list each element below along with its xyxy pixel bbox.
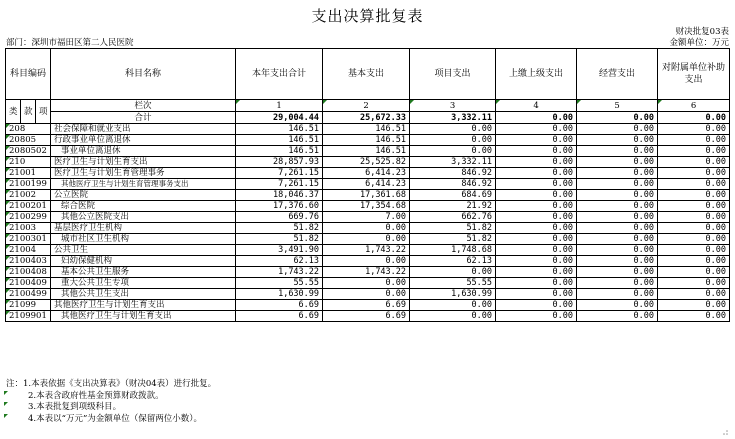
amount-cell: 0.00 — [410, 300, 496, 311]
subject-code: 2100408 — [6, 267, 51, 278]
amount-cell: 0.00 — [496, 190, 577, 201]
subject-code: 21004 — [6, 245, 51, 256]
amount-cell: 0.00 — [577, 311, 658, 322]
amount-cell: 0.00 — [323, 223, 410, 234]
amount-cell: 0.00 — [658, 124, 730, 135]
amount-cell: 0.00 — [658, 256, 730, 267]
amount-cell: 0.00 — [658, 300, 730, 311]
amount-cell: 846.92 — [410, 168, 496, 179]
column-number-row — [6, 100, 730, 112]
header-project: 项目支出 — [410, 49, 496, 100]
amount-cell: 0.00 — [577, 190, 658, 201]
total-label: 合计 — [51, 112, 236, 124]
total-value: 3,332.11 — [410, 112, 496, 124]
amount-cell: 0.00 — [410, 267, 496, 278]
subject-code: 2100499 — [6, 289, 51, 300]
amount-cell: 0.00 — [496, 311, 577, 322]
amount-cell: 6.69 — [236, 300, 323, 311]
amount-cell: 669.76 — [236, 212, 323, 223]
amount-cell: 1,743.22 — [323, 245, 410, 256]
subject-name: 医疗卫生与计划生育支出 — [51, 157, 236, 168]
amount-cell: 0.00 — [577, 168, 658, 179]
subject-name: 其他公立医院支出 — [51, 212, 236, 223]
subject-code: 2100409 — [6, 278, 51, 289]
note-line: 注：1.本表依据《支出决算表》（财决04表）进行批复。 — [6, 379, 217, 389]
amount-cell: 146.51 — [236, 124, 323, 135]
subject-code: 210 — [6, 157, 51, 168]
subject-name: 其他公共卫生支出 — [51, 289, 236, 300]
subject-name: 其他医疗卫生与计划生育支出 — [51, 300, 236, 311]
amount-cell: 7,261.15 — [236, 168, 323, 179]
total-value: 0.00 — [496, 112, 577, 124]
header-xiang: 项 — [36, 100, 51, 124]
amount-cell: 846.92 — [410, 179, 496, 190]
subject-name: 行政事业单位离退休 — [51, 135, 236, 146]
table-row — [6, 278, 730, 289]
table-row — [6, 311, 730, 322]
department-label: 部门：深圳市福田区第二人民医院 — [6, 38, 134, 48]
amount-cell: 684.69 — [410, 190, 496, 201]
subject-code: 2109901 — [6, 311, 51, 322]
page-title: 支出决算批复表 — [311, 7, 424, 25]
amount-cell: 0.00 — [658, 157, 730, 168]
subject-name: 重大公共卫生专项 — [51, 278, 236, 289]
amount-cell: 146.51 — [236, 135, 323, 146]
note-line: 2.本表含政府性基金预算财政拨款。 — [6, 391, 216, 403]
amount-cell: 51.82 — [236, 234, 323, 245]
amount-cell: 0.00 — [658, 168, 730, 179]
amount-cell: 0.00 — [496, 146, 577, 157]
subject-name: 基本公共卫生服务 — [51, 267, 236, 278]
column-number: 2 — [323, 100, 410, 112]
amount-cell: 0.00 — [577, 278, 658, 289]
table-row — [6, 289, 730, 300]
form-code: 财决批复03表 — [675, 27, 729, 37]
table-row — [6, 223, 730, 234]
amount-cell: 0.00 — [496, 300, 577, 311]
table-row — [6, 168, 730, 179]
amount-cell: 3,491.90 — [236, 245, 323, 256]
header-upper: 上缴上级支出 — [496, 49, 577, 100]
subject-code: 2100199 — [6, 179, 51, 190]
amount-cell: 0.00 — [658, 146, 730, 157]
amount-cell: 51.82 — [410, 223, 496, 234]
header-basic: 基本支出 — [323, 49, 410, 100]
subject-code: 21001 — [6, 168, 51, 179]
header-business: 经营支出 — [577, 49, 658, 100]
subject-code: 2100201 — [6, 201, 51, 212]
amount-cell: 0.00 — [658, 234, 730, 245]
subject-name: 公立医院 — [51, 190, 236, 201]
amount-cell: 17,376.60 — [236, 201, 323, 212]
subject-name: 事业单位离退休 — [51, 146, 236, 157]
amount-cell: 0.00 — [577, 212, 658, 223]
amount-cell: 0.00 — [658, 267, 730, 278]
amount-cell: 0.00 — [577, 245, 658, 256]
amount-cell: 0.00 — [577, 289, 658, 300]
subject-name: 妇幼保健机构 — [51, 256, 236, 267]
amount-cell: 7.00 — [323, 212, 410, 223]
amount-cell: 0.00 — [496, 245, 577, 256]
table-row — [6, 179, 730, 190]
column-number: 4 — [496, 100, 577, 112]
amount-cell: 55.55 — [236, 278, 323, 289]
amount-cell: 0.00 — [496, 267, 577, 278]
amount-cell: 0.00 — [577, 223, 658, 234]
subject-code: 208 — [6, 124, 51, 135]
amount-cell: 55.55 — [410, 278, 496, 289]
unit-label: 金额单位：万元 — [669, 38, 729, 48]
table-header-row — [6, 49, 730, 100]
column-number: 3 — [410, 100, 496, 112]
amount-cell: 0.00 — [496, 212, 577, 223]
amount-cell: 28,857.93 — [236, 157, 323, 168]
amount-cell: 0.00 — [658, 179, 730, 190]
amount-cell: 0.00 — [577, 157, 658, 168]
amount-cell: 0.00 — [658, 278, 730, 289]
amount-cell: 62.13 — [410, 256, 496, 267]
amount-cell: 1,630.99 — [410, 289, 496, 300]
amount-cell: 146.51 — [236, 146, 323, 157]
column-number: 6 — [658, 100, 730, 112]
total-value: 29,004.44 — [236, 112, 323, 124]
amount-cell: 51.82 — [410, 234, 496, 245]
header-kuan: 款 — [21, 100, 36, 124]
amount-cell: 0.00 — [496, 223, 577, 234]
amount-cell: 0.00 — [323, 256, 410, 267]
amount-cell: 51.82 — [236, 223, 323, 234]
amount-cell: 0.00 — [410, 146, 496, 157]
subject-code: 21099 — [6, 300, 51, 311]
amount-cell: 0.00 — [658, 201, 730, 212]
column-number: 5 — [577, 100, 658, 112]
amount-cell: 0.00 — [577, 256, 658, 267]
amount-cell: 0.00 — [496, 168, 577, 179]
total-value: 25,672.33 — [323, 112, 410, 124]
subject-name: 医疗卫生与计划生育管理事务 — [51, 168, 236, 179]
amount-cell: 0.00 — [658, 212, 730, 223]
note-line: 3.本表批复到项级科目。 — [6, 402, 216, 414]
amount-cell: 6.69 — [323, 311, 410, 322]
table-row — [6, 300, 730, 311]
amount-cell: 0.00 — [658, 311, 730, 322]
amount-cell: 1,743.22 — [323, 267, 410, 278]
amount-cell: 0.00 — [323, 278, 410, 289]
subject-code: 21002 — [6, 190, 51, 201]
amount-cell: 0.00 — [496, 289, 577, 300]
subject-name: 其他医疗卫生与计划生育支出 — [51, 311, 236, 322]
amount-cell: 0.00 — [496, 179, 577, 190]
subject-code: 20805 — [6, 135, 51, 146]
table-row — [6, 234, 730, 245]
amount-cell: 146.51 — [323, 124, 410, 135]
amount-cell: 17,354.68 — [323, 201, 410, 212]
amount-cell: 3,332.11 — [410, 157, 496, 168]
subject-name: 其他医疗卫生与计划生育管理事务支出 — [51, 179, 236, 190]
subject-name: 城市社区卫生机构 — [51, 234, 236, 245]
amount-cell: 0.00 — [577, 234, 658, 245]
table-row — [6, 212, 730, 223]
amount-cell: 0.00 — [577, 179, 658, 190]
amount-cell: 0.00 — [410, 135, 496, 146]
amount-cell: 1,748.68 — [410, 245, 496, 256]
amount-cell: 146.51 — [323, 146, 410, 157]
subject-code: 2100299 — [6, 212, 51, 223]
amount-cell: 0.00 — [658, 245, 730, 256]
approval-table — [5, 48, 730, 322]
table-row — [6, 267, 730, 278]
amount-cell: 0.00 — [496, 157, 577, 168]
amount-cell: 17,361.68 — [323, 190, 410, 201]
total-value: 0.00 — [658, 112, 730, 124]
table-row — [6, 157, 730, 168]
amount-cell: 6,414.23 — [323, 168, 410, 179]
subject-code: 21003 — [6, 223, 51, 234]
amount-cell: 0.00 — [658, 223, 730, 234]
amount-cell: 62.13 — [236, 256, 323, 267]
amount-cell: 1,630.99 — [236, 289, 323, 300]
subject-name: 综合医院 — [51, 201, 236, 212]
table-row — [6, 190, 730, 201]
total-value: 0.00 — [577, 112, 658, 124]
amount-cell: 0.00 — [577, 135, 658, 146]
header-code: 科目编码 — [6, 49, 51, 100]
amount-cell: 0.00 — [410, 124, 496, 135]
amount-cell: 0.00 — [577, 201, 658, 212]
amount-cell: 146.51 — [323, 135, 410, 146]
subject-name: 基层医疗卫生机构 — [51, 223, 236, 234]
amount-cell: 0.00 — [496, 256, 577, 267]
table-row — [6, 146, 730, 157]
subject-name: 社会保障和就业支出 — [51, 124, 236, 135]
subject-code: 2080502 — [6, 146, 51, 157]
amount-cell: 0.00 — [496, 124, 577, 135]
notes — [6, 379, 216, 425]
amount-cell: 0.00 — [496, 135, 577, 146]
amount-cell: 6.69 — [236, 311, 323, 322]
amount-cell: 6,414.23 — [323, 179, 410, 190]
amount-cell: 0.00 — [658, 135, 730, 146]
amount-cell: 18,046.37 — [236, 190, 323, 201]
amount-cell: 0.00 — [658, 190, 730, 201]
amount-cell: 0.00 — [323, 289, 410, 300]
amount-cell: 0.00 — [577, 300, 658, 311]
table-row — [6, 201, 730, 212]
header-total: 本年支出合计 — [236, 49, 323, 100]
header-name: 科目名称 — [51, 49, 236, 100]
amount-cell: 21.92 — [410, 201, 496, 212]
table-row — [6, 256, 730, 267]
amount-cell: 0.00 — [496, 278, 577, 289]
amount-cell: 0.00 — [410, 311, 496, 322]
amount-cell: 6.69 — [323, 300, 410, 311]
note-line: 4.本表以“万元”为金额单位（保留两位小数）。 — [6, 414, 216, 426]
amount-cell: 0.00 — [577, 124, 658, 135]
amount-cell: 0.00 — [577, 267, 658, 278]
subject-name: 公共卫生 — [51, 245, 236, 256]
table-row — [6, 124, 730, 135]
amount-cell: 25,525.82 — [323, 157, 410, 168]
amount-cell: 7,261.15 — [236, 179, 323, 190]
resize-grip-icon — [721, 428, 729, 436]
amount-cell: 0.00 — [496, 234, 577, 245]
header-lei: 类 — [6, 100, 21, 124]
amount-cell: 1,743.22 — [236, 267, 323, 278]
total-row — [6, 112, 730, 124]
row-order-label: 栏次 — [51, 100, 236, 112]
amount-cell: 0.00 — [577, 146, 658, 157]
column-number: 1 — [236, 100, 323, 112]
amount-cell: 0.00 — [658, 289, 730, 300]
table-row — [6, 245, 730, 256]
amount-cell: 0.00 — [323, 234, 410, 245]
table-row — [6, 135, 730, 146]
amount-cell: 662.76 — [410, 212, 496, 223]
subject-code: 2100301 — [6, 234, 51, 245]
header-subsidy: 对附属单位补助支出 — [658, 49, 730, 100]
amount-cell: 0.00 — [496, 201, 577, 212]
subject-code: 2100403 — [6, 256, 51, 267]
